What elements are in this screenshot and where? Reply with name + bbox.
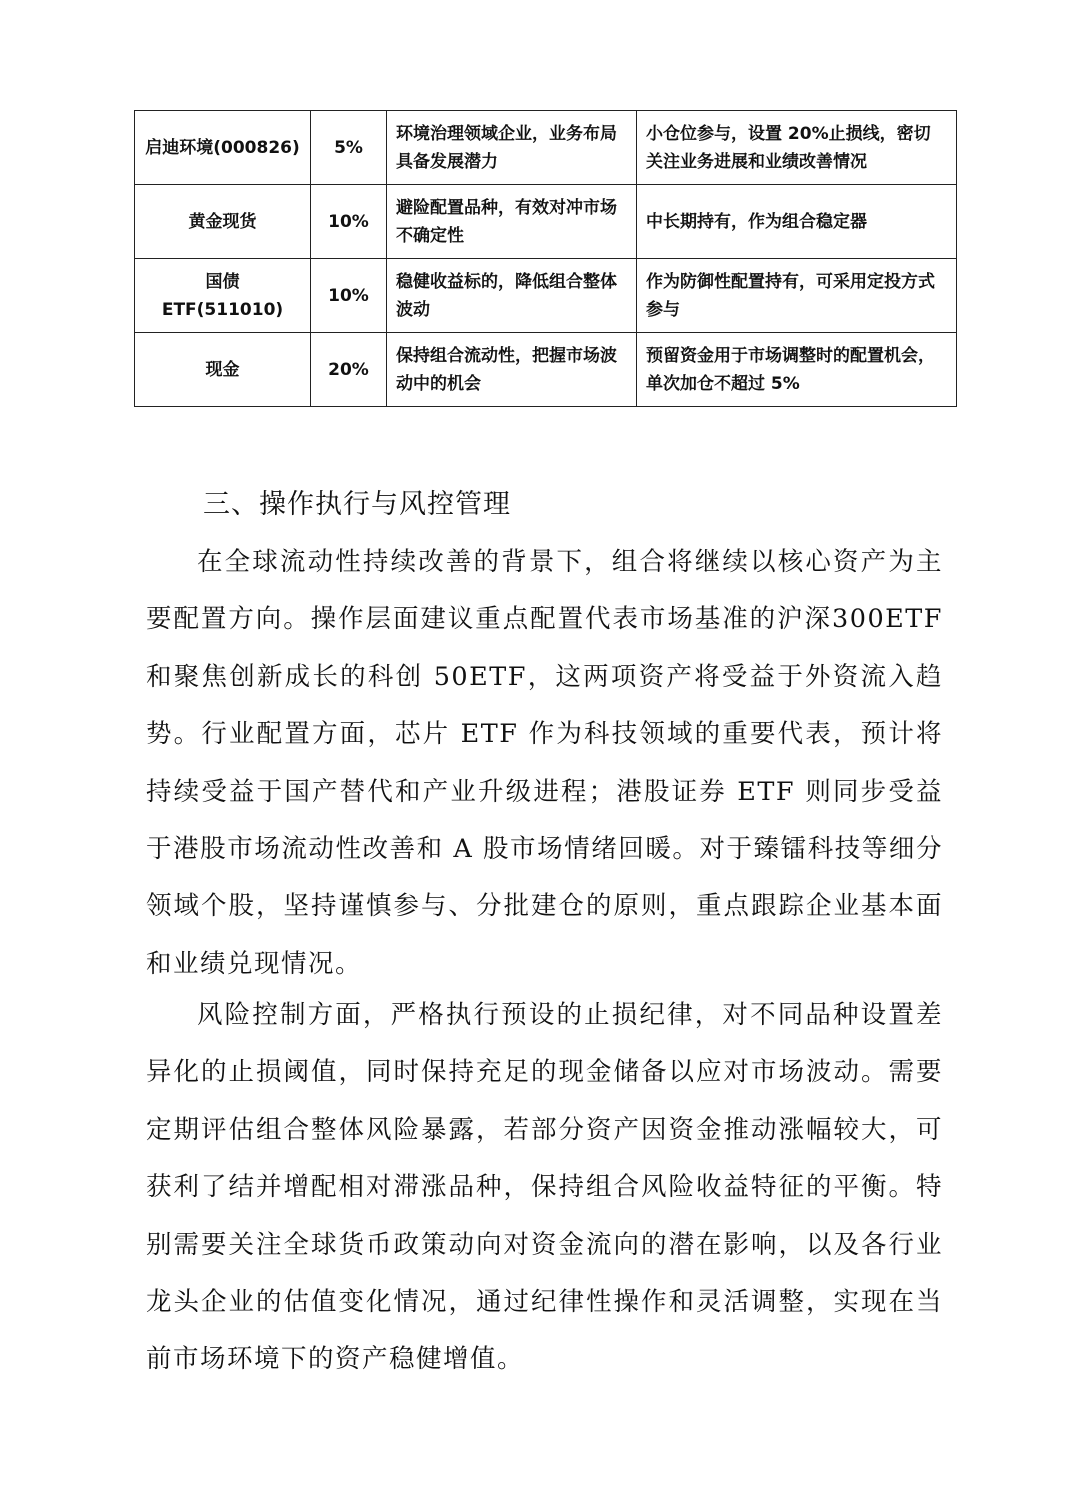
description-cell: 稳健收益标的，降低组合整体波动 — [387, 259, 637, 333]
asset-name-cell: 黄金现货 — [135, 185, 311, 259]
table-row — [135, 185, 957, 259]
strategy-cell: 中长期持有，作为组合稳定器 — [637, 185, 957, 259]
strategy-cell: 小仓位参与，设置 20%止损线，密切关注业务进展和业绩改善情况 — [637, 111, 957, 185]
description-cell: 环境治理领域企业，业务布局具备发展潜力 — [387, 111, 637, 185]
body-paragraph-strategy: 在全球流动性持续改善的背景下，组合将继续以核心资产为主要配置方向。操作层面建议重点配置代表市场基准的沪深300ETF 和聚焦创新成长的科创 50ETF，这两项资产将受益于外资流入趋势。行业配置方面，芯片 ETF 作为科技领域的重要代表，预计将持续受益于国产替代和产业升级进程；港股证券 ETF 则同步受益于港股市场流动性改善和 A 股市场情绪回暖。对于臻镭科技等细分领域个股，坚持谨慎参与、分批建仓的原则，重点跟踪企业基本面和业绩兑现情况。 — [146, 547, 943, 979]
description-cell: 保持组合流动性，把握市场波动中的机会 — [387, 333, 637, 407]
section-heading: 三、操作执行与风控管理 — [203, 489, 511, 520]
table-row — [135, 111, 957, 185]
asset-name-cell: 启迪环境(000826) — [135, 111, 311, 185]
table-row — [135, 259, 957, 333]
weight-cell: 10% — [311, 259, 387, 333]
weight-cell: 20% — [311, 333, 387, 407]
body-paragraph-risk-control: 风险控制方面，严格执行预设的止损纪律，对不同品种设置差异化的止损阈值，同时保持充足的现金储备以应对市场波动。需要定期评估组合整体风险暴露，若部分资产因资金推动涨幅较大，可获利了结并增配相对滞涨品种，保持组合风险收益特征的平衡。特别需要关注全球货币政策动向对资金流向的潜在影响，以及各行业龙头企业的估值变化情况，通过纪律性操作和灵活调整，实现在当前市场环境下的资产稳健增值。 — [146, 1000, 943, 1375]
strategy-cell: 预留资金用于市场调整时的配置机会，单次加仓不超过 5% — [637, 333, 957, 407]
strategy-cell: 作为防御性配置持有，可采用定投方式参与 — [637, 259, 957, 333]
asset-name-cell: 现金 — [135, 333, 311, 407]
asset-name-cell: 国债 ETF(511010) — [135, 259, 311, 333]
table-row — [135, 333, 957, 407]
weight-cell: 10% — [311, 185, 387, 259]
description-cell: 避险配置品种，有效对冲市场不确定性 — [387, 185, 637, 259]
allocation-table — [134, 110, 957, 407]
weight-cell: 5% — [311, 111, 387, 185]
